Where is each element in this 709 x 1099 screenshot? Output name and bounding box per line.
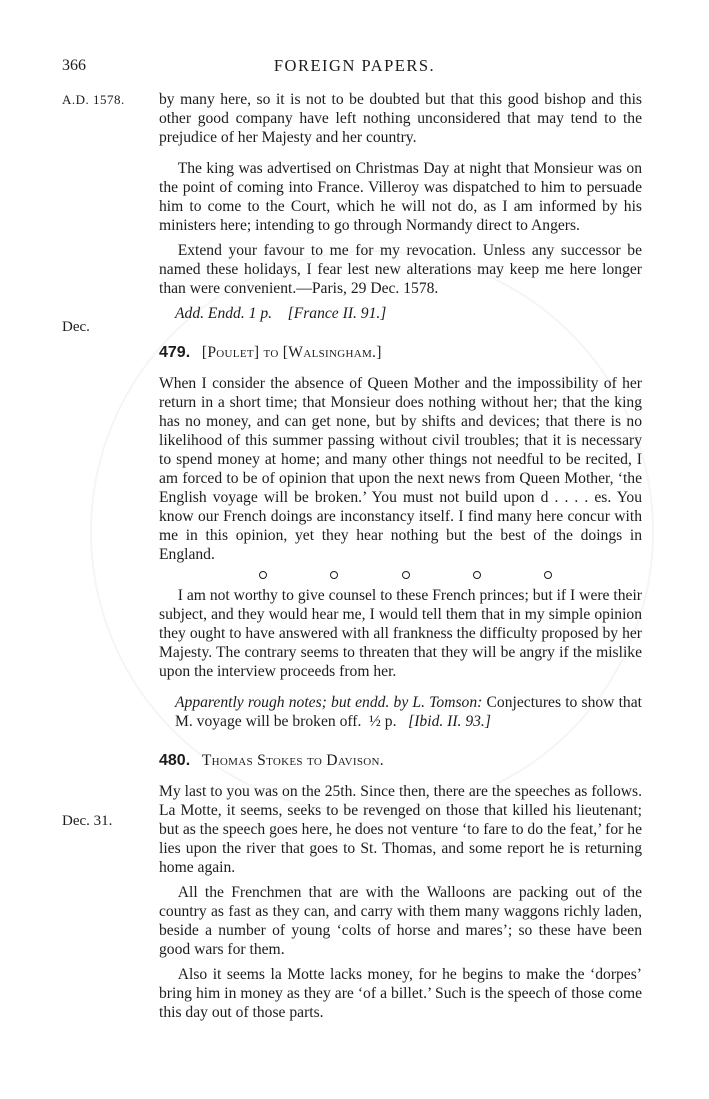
entry-480-paragraph-3: Also it seems la Motte lacks money, for he begins to make the ‘dorpes’ bring him in money as they are ‘of a billet.’ Such is the speech of those come this day out of those parts. [159,966,642,1021]
endnote-text: Add. Endd. 1 p. [175,305,273,322]
ellipsis-ornament [159,564,642,586]
endnote-roman: Conjectures to show that M. voyage will be broken off. [175,694,642,730]
continuation-endnote [159,304,642,323]
ornament-dot [402,571,410,579]
margin-date-479: Dec. [62,319,90,335]
entry-479-number: 479. [159,344,191,361]
entry-480-number: 480. [159,752,191,769]
running-title: FOREIGN PAPERS. [273,56,436,75]
margin-date-480: Dec. 31. [62,813,113,829]
ornament-dot [473,571,481,579]
entry-479-paragraph-1: When I consider the absence of Queen Mother and the impossibility of her return in a short time; that Monsieur does nothing without her; that the king has no money, and can get none, but by shifts and devices; that there is no likelihood of this summer passing without civil troubles; that it is necessary to spend money at home; and many other things not needful to be recited, I am forced to be of opinion that upon the next news from Queen Mother, ‘the English voyage will be broken.’ You must not build upon d . . . . es. You know our French doings are inconstancy itself. I find many here concur with me in this opinion, yet they hear nothing but the best of the doings in England. [159,375,642,563]
continuation-paragraph-1: by many here, so it is not to be doubted but that this good bishop and this other good company have left nothing unconsidered that may tend to the prejudice of her Majesty and her country. [159,91,642,146]
entry-479-endnote [159,693,642,731]
ornament-dot [259,571,267,579]
continuation-paragraph-2: The king was advertised on Christmas Day at night that Monsieur was on the point of coming into France. Villeroy was dispatched to him to persuade him to come to the Court, which he will not do, as I am informed by his ministers here; intending to go through Normandy direct to Angers. [159,160,642,234]
body-text [159,90,642,1022]
ornament-dot [544,571,552,579]
ornament-dot [330,571,338,579]
endnote-fraction: ½ p. [369,713,397,730]
page-number: 366 [62,57,86,74]
entry-480-paragraph-2: All the Frenchmen that are with the Walloons are packing out of the country as fast as they can, and carry with them many waggons richly laden, beside a number of young ‘colts of horse and mares’; so these have been good wars for them. [159,884,642,958]
endnote-ref: [France II. 91.] [287,305,387,322]
entry-480-title: Thomas Stokes to Davison. [201,752,384,769]
entry-479-paragraph-2: I am not worthy to give counsel to these French princes; but if I were their subject, and they would hear me, I would tell them that in my simple opinion they ought to have answered with all frankness the difficulty proposed by her Majesty. The contrary seems to threaten that they will be angry if the mislike upon the interview proceeds from her. [159,587,642,680]
entry-479-title: [Poulet] to [Walsingham.] [201,344,382,361]
continuation-paragraph-3: Extend your favour to me for my revocation. Unless any successor be named these holidays, I fear lest new alterations may keep me here longer than were convenient.—Paris, 29 Dec. 1578. [159,242,642,297]
entry-480-paragraph-1: My last to you was on the 25th. Since then, there are the speeches as follows. La Motte, it seems, seeks to be revenged on those that killed his lieutenant; but as the speech goes here, he does not venture ‘to fare to do the feat,’ for he lies upon the river that goes to St. Thomas, and some report he is returning home again. [159,783,642,876]
margin-year: A.D. 1578. [62,92,125,107]
endnote-ref: [Ibid. II. 93.] [408,713,491,730]
endnote-italic: Apparently rough notes; but endd. by L. Tomson: [175,694,483,711]
entry-479-heading [159,343,642,362]
entry-480-heading [159,751,642,770]
